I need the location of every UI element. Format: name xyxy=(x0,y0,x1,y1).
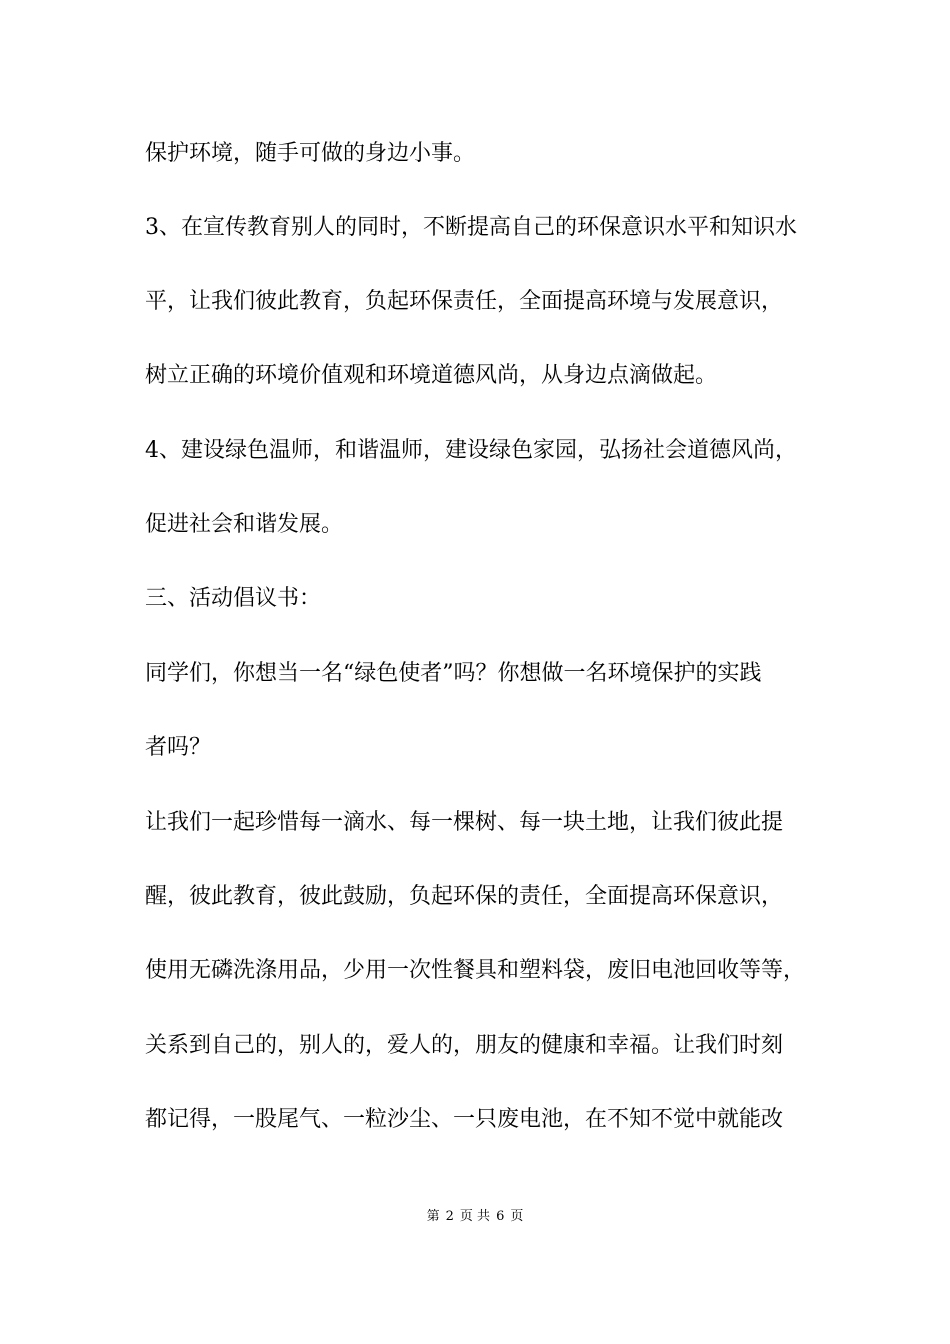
paragraph-line: 同学们，你想当一名“绿色使者”吗？你想做一名环境保护的实践 xyxy=(145,661,762,686)
paragraph-line: 让我们一起珍惜每一滴水、每一棵树、每一块土地，让我们彼此提 xyxy=(145,810,784,835)
paragraph-line: 保护环境，随手可做的身边小事。 xyxy=(145,141,476,166)
footer-suffix: 页 xyxy=(510,1209,524,1224)
paragraph-line: 平，让我们彼此教育，负起环保责任，全面提高环境与发展意识， xyxy=(145,289,784,314)
paragraph-line: 促进社会和谐发展。 xyxy=(145,512,344,537)
section-heading: 三、活动倡议书： xyxy=(145,586,322,611)
paragraph-line: 使用无磷洗涤用品，少用一次性餐具和塑料袋，废旧电池回收等等， xyxy=(145,958,806,983)
paragraph-line: 都记得，一股尾气、一粒沙尘、一只废电池，在不知不觉中就能改 xyxy=(145,1107,784,1132)
paragraph-line: 3、在宣传教育别人的同时，不断提高自己的环保意识水平和知识水 xyxy=(145,215,797,240)
page-footer xyxy=(0,1208,950,1226)
paragraph-line: 者吗？ xyxy=(145,735,212,760)
footer-total-pages: 6 xyxy=(496,1209,505,1224)
paragraph-line: 树立正确的环境价值观和环境道德风尚，从身边点滴做起。 xyxy=(145,363,718,388)
footer-page-number: 2 xyxy=(445,1209,454,1224)
footer-prefix: 第 xyxy=(426,1209,440,1224)
footer-middle: 页 共 xyxy=(459,1209,491,1224)
paragraph-line: 关系到自己的，别人的，爱人的，朋友的健康和幸福。让我们时刻 xyxy=(145,1033,784,1058)
paragraph-line: 醒，彼此教育，彼此鼓励，负起环保的责任，全面提高环保意识， xyxy=(145,884,784,909)
paragraph-line: 4、建设绿色温师，和谐温师，建设绿色家园，弘扬社会道德风尚， xyxy=(145,438,797,463)
